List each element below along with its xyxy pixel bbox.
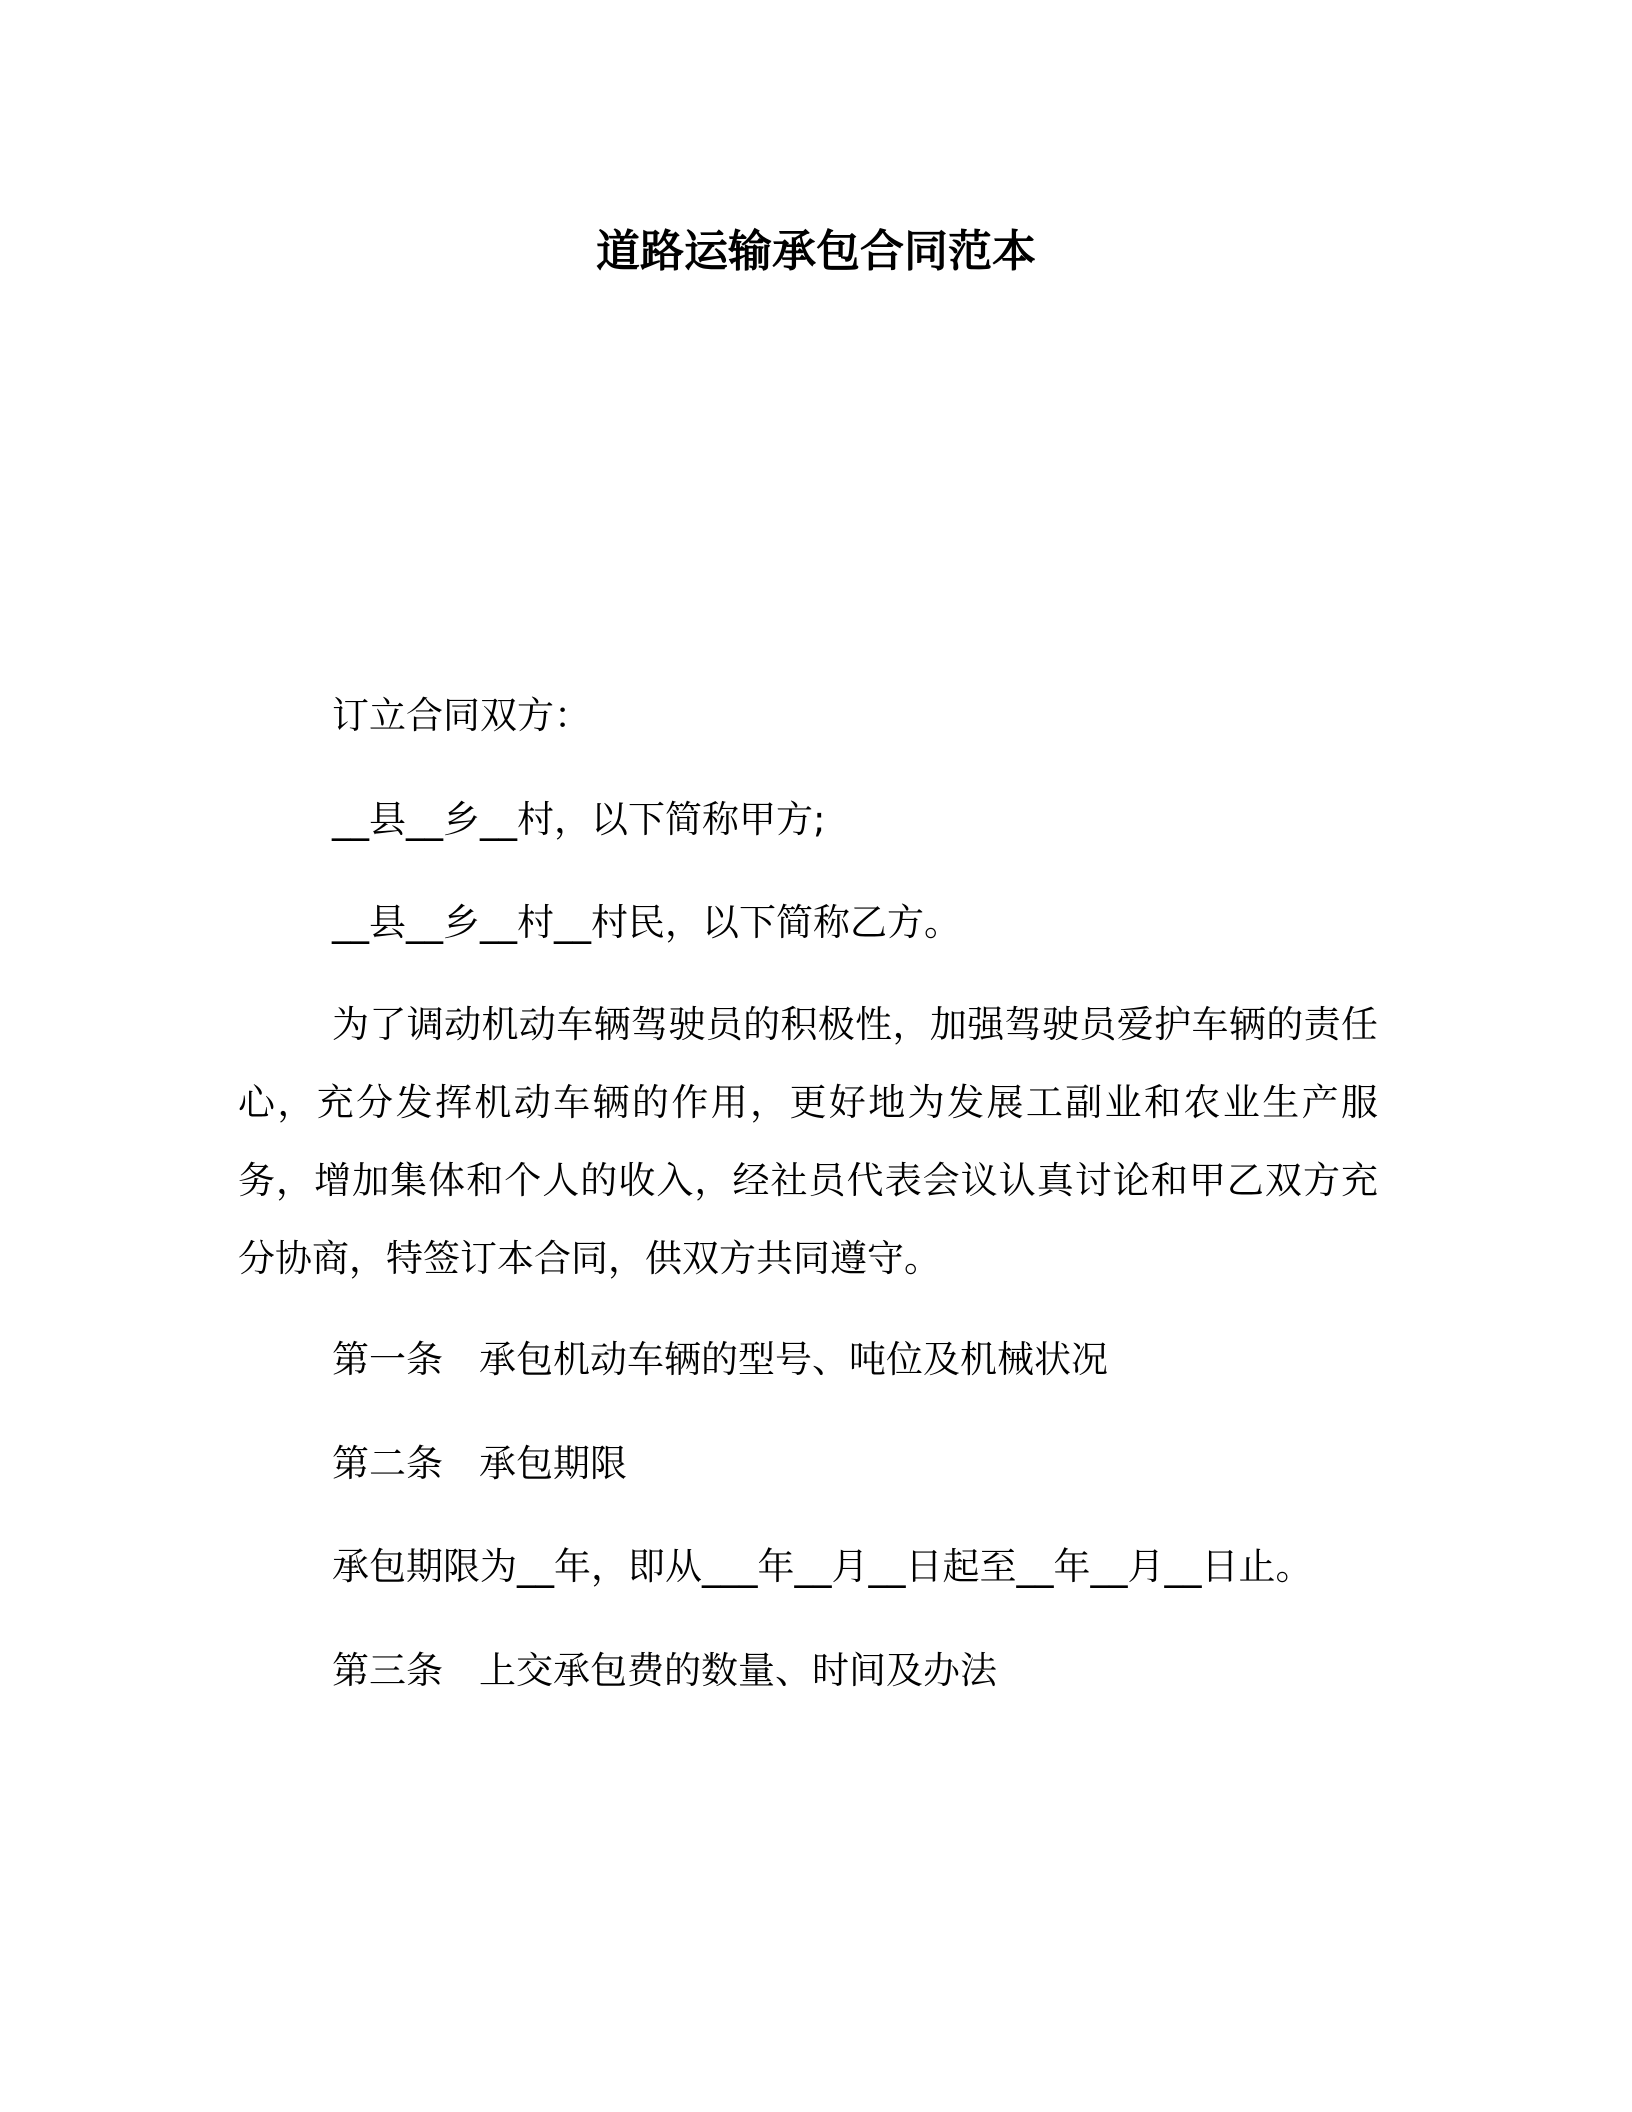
parties-heading: 订立合同双方： [332, 694, 591, 737]
party-a-line: __县__乡__村，以下简称甲方; [332, 798, 826, 841]
article-label: 第一条 [332, 1338, 443, 1381]
article-label: 第二条 [332, 1442, 443, 1485]
party-b-line: __县__乡__村__村民，以下简称乙方。 [332, 901, 961, 944]
document-title: 道路运输承包合同范本 [596, 226, 1036, 277]
article-3 [332, 1645, 997, 1697]
article-1 [332, 1334, 1108, 1386]
article-heading: 承包期限 [479, 1442, 627, 1485]
article-heading: 承包机动车辆的型号、吨位及机械状况 [479, 1338, 1108, 1381]
article-2 [332, 1438, 627, 1490]
article-label: 第三条 [332, 1649, 443, 1692]
article-heading: 上交承包费的数量、时间及办法 [479, 1649, 997, 1692]
term-line: 承包期限为__年，即从___年__月__日起至__年__月__日止。 [332, 1545, 1313, 1588]
preamble-paragraph: 为了调动机动车辆驾驶员的积极性，加强驾驶员爱护车辆的责任心，充分发挥机动车辆的作用，更好地为发展工副业和农业生产服务，增加集体和个人的收入，经社员代表会议认真讨论和甲乙双方充分协商，特签订本合同，供双方共同遵守。 [238, 1003, 1378, 1280]
